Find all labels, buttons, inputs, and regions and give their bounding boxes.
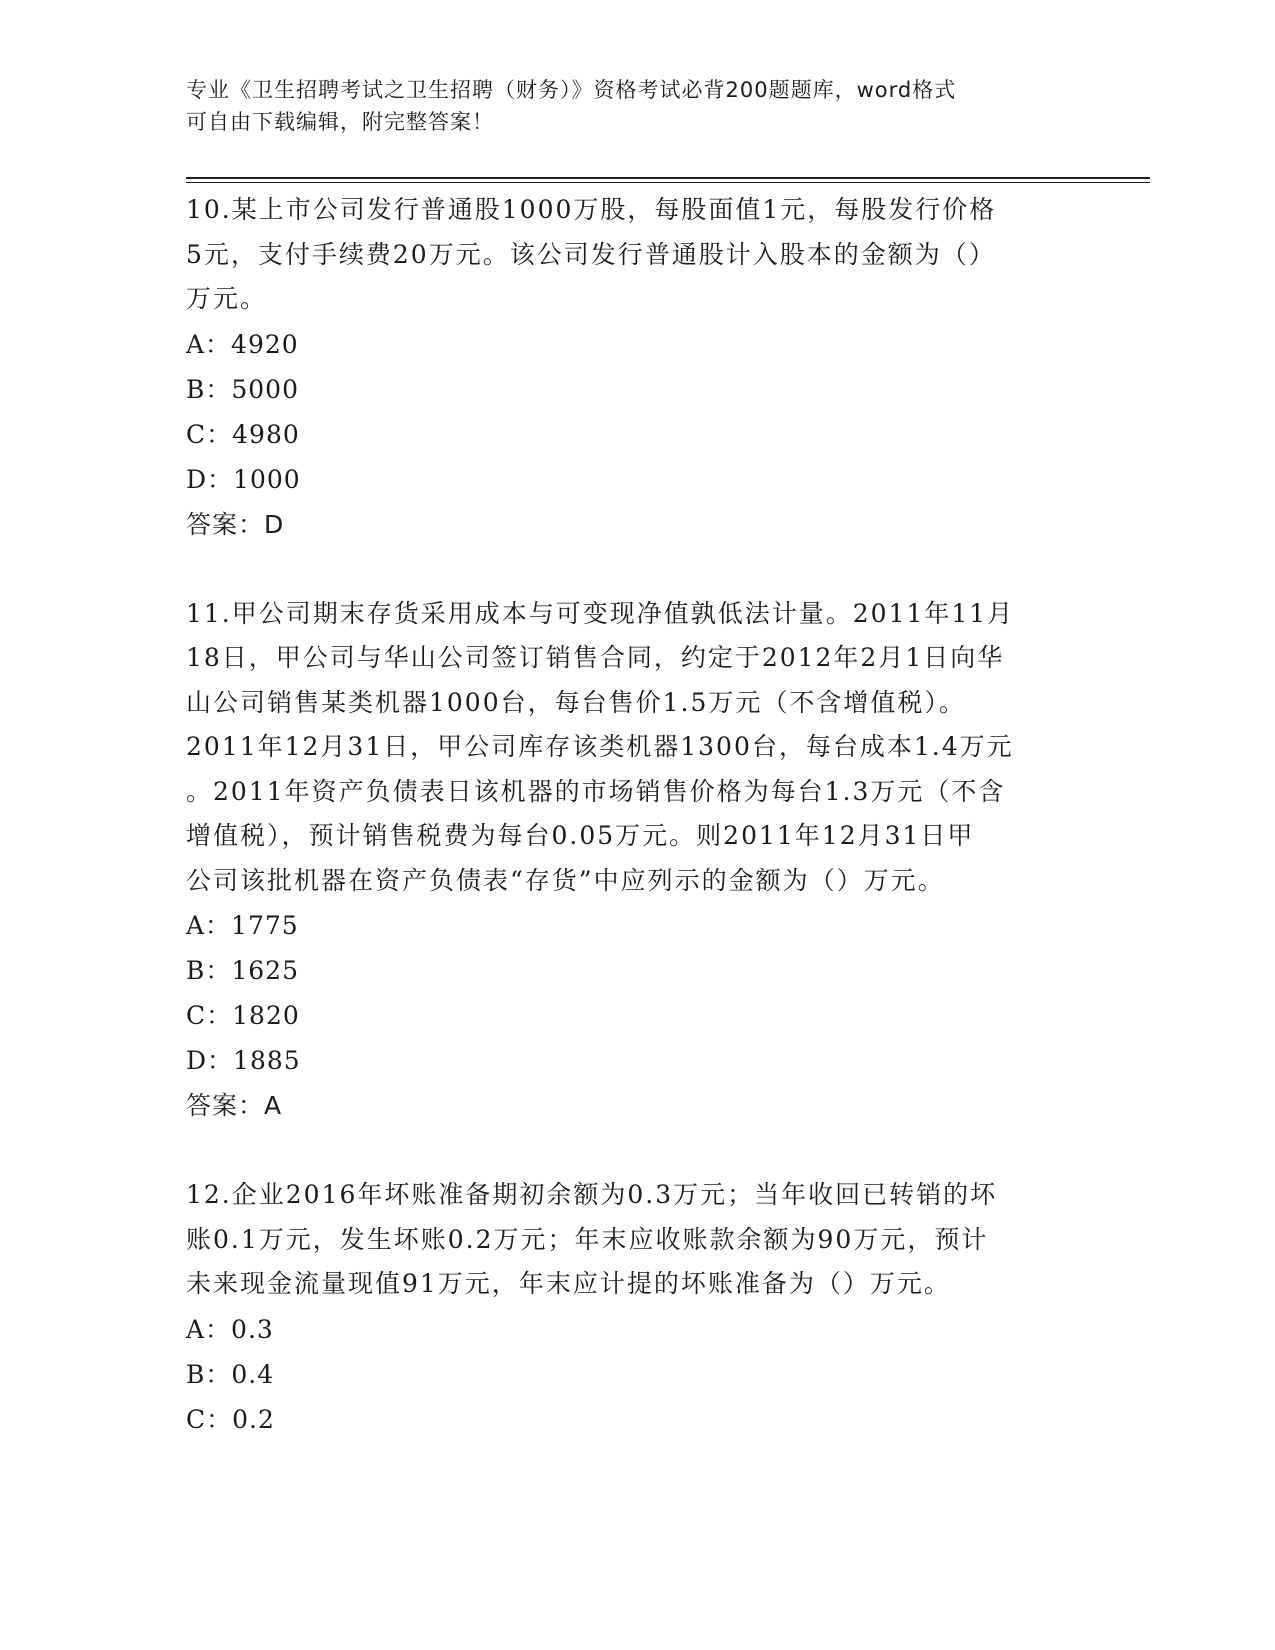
option-a: A：0.3 [186,1314,274,1344]
option-c: C：0.2 [186,1404,275,1434]
option-a: A：4920 [186,329,299,359]
header-line: 可自由下载编辑，附完整答案！ [186,110,494,134]
question-text: 。2011年资产负债表日该机器的市场销售价格为每台1.3万元（不含 [186,776,1006,806]
question-text: 公司该批机器在资产负债表“存货”中应列示的金额为（）万元。 [186,865,945,895]
question-10 [186,188,1086,547]
question-text: 18日，甲公司与华山公司签订销售合同，约定于2012年2月1日向华 [186,643,1005,672]
option-c: C：1820 [186,1001,300,1030]
option-d: D：1885 [186,1046,301,1075]
option-c: C：4980 [186,419,300,449]
question-text: 10.某上市公司发行普通股1000万股，每股面值1元，每股发行价格 [186,195,997,224]
option-a: A：1775 [186,911,299,940]
question-text: 山公司销售某类机器1000台，每台售价1.5万元（不含增值税）。 [186,687,966,717]
question-11 [186,592,1086,1129]
option-b: B：1625 [186,956,299,985]
question-text: 未来现金流量现值91万元，年末应计提的坏账准备为（）万元。 [186,1269,951,1298]
option-d: D：1000 [186,464,301,494]
answer: 答案：A [186,1091,283,1120]
question-text: 万元。 [186,284,268,313]
question-text: 增值税），预计销售税费为每台0.05万元。则2011年12月31日甲 [186,821,975,850]
header-divider-thin [186,182,1150,183]
spacer [186,1128,1086,1173]
question-list [186,188,1086,1442]
question-text: 5元，支付手续费20万元。该公司发行普通股计入股本的金额为（） [186,239,996,269]
answer: 答案：D [186,509,285,539]
option-b: B：5000 [186,374,299,404]
question-text: 2011年12月31日，甲公司库存该类机器1300台，每台成本1.4万元 [186,732,1014,761]
document-header [186,74,1066,138]
question-text: 账0.1万元，发生坏账0.2万元；年末应收账款余额为90万元，预计 [186,1224,989,1254]
option-b: B：0.4 [186,1359,275,1389]
question-text: 11.甲公司期末存货采用成本与可变现净值孰低法计量。2011年11月 [186,598,1015,628]
spacer [186,547,1086,592]
header-line: 专业《卫生招聘考试之卫生招聘（财务）》资格考试必背200题题库，word格式 [186,78,957,102]
header-divider-thick [186,177,1150,179]
question-text: 12.企业2016年坏账准备期初余额为0.3万元；当年收回已转销的坏 [186,1180,998,1209]
question-12 [186,1173,1086,1442]
